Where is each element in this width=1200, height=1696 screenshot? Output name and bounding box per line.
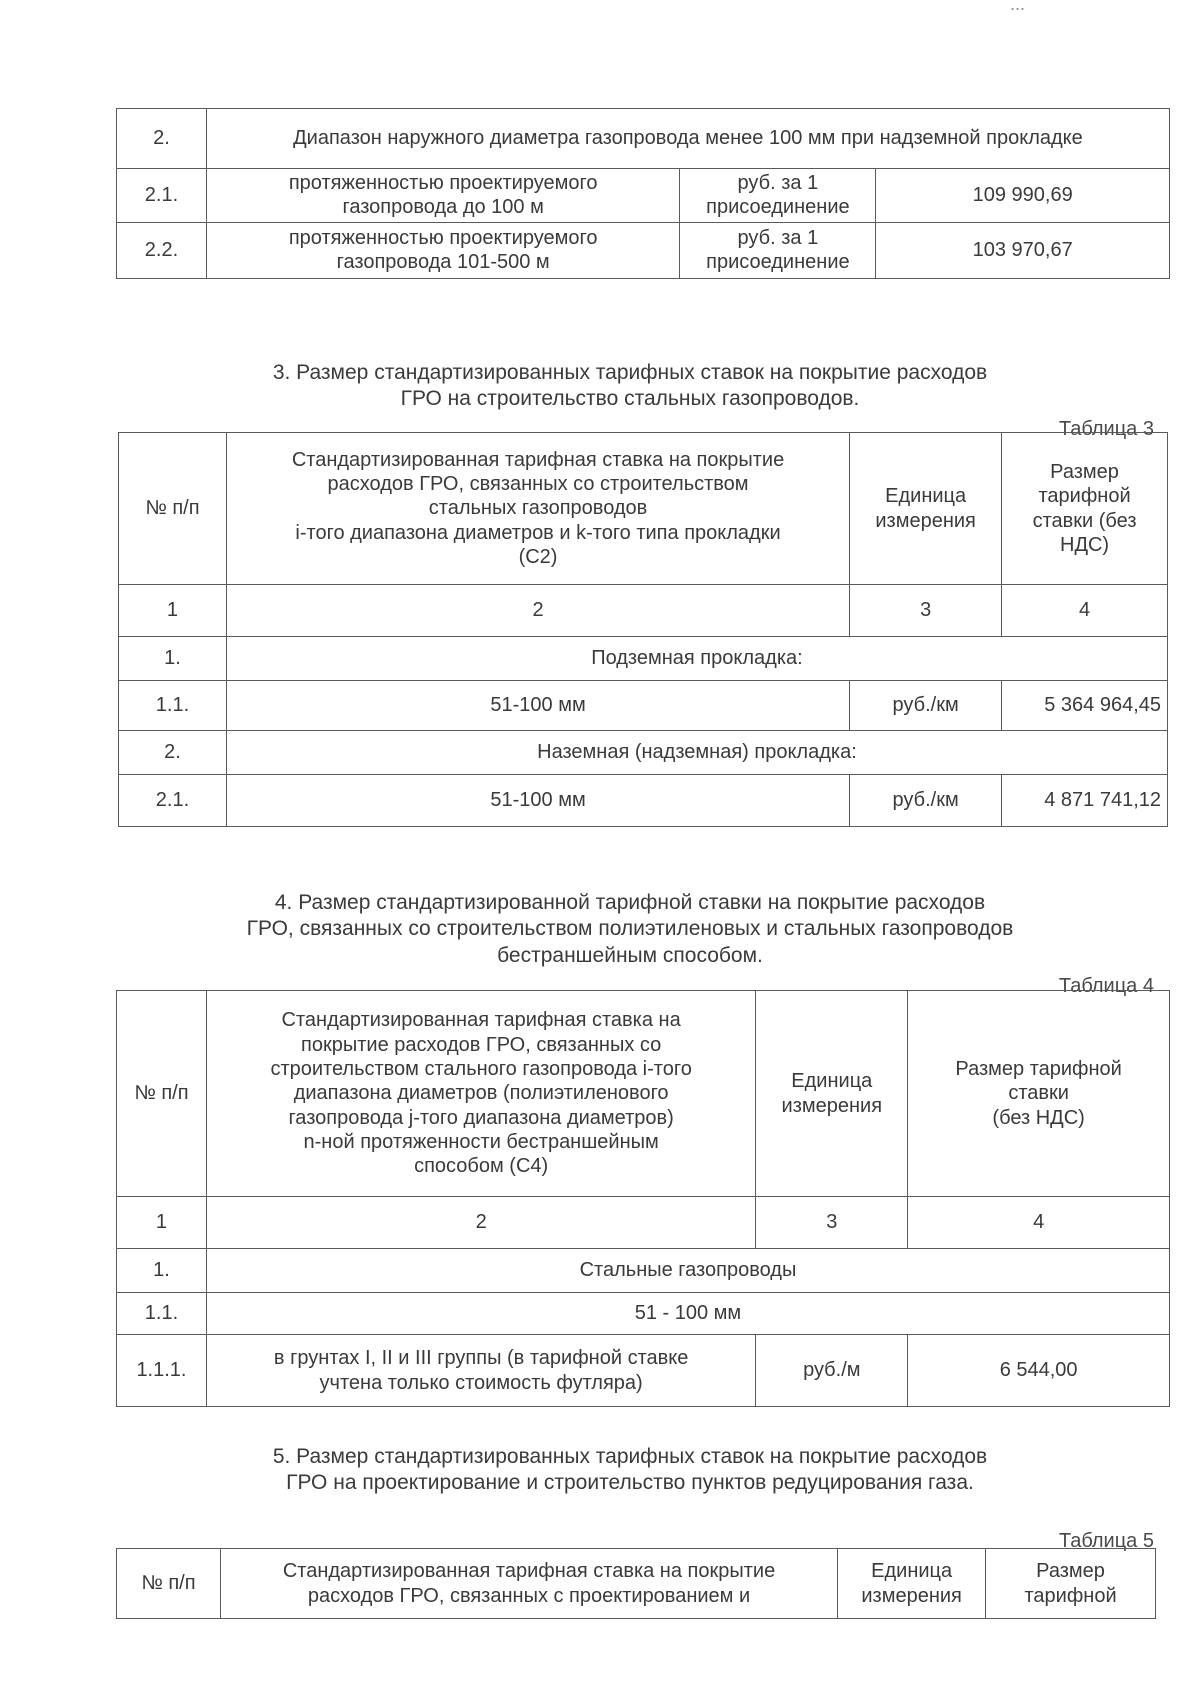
row-description: Диапазон наружного диаметра газопровода менее 100 мм при надземной прокладке [206, 109, 1169, 169]
col-number: 3 [850, 585, 1002, 637]
table-row [119, 731, 1168, 775]
row-number: 1.1. [117, 1293, 207, 1335]
table-header-row [119, 433, 1168, 585]
col-number: 2 [206, 1197, 755, 1249]
table-row [119, 775, 1168, 827]
table-row [117, 222, 1170, 278]
row-unit: руб./км [850, 681, 1002, 731]
table-row [117, 109, 1170, 169]
row-description: 51-100 мм [226, 775, 849, 827]
row-description: 51-100 мм [226, 681, 849, 731]
table-3 [118, 432, 1168, 827]
table-row [117, 169, 1170, 223]
header-description: Стандартизированная тарифная ставка на покрытие расходов ГРО, связанных со строительством стальных газопроводов i-того диапазона диаметров и k-того типа прокладки (С2) [226, 433, 849, 585]
header-num: № п/п [119, 433, 227, 585]
row-number: 2.1. [117, 169, 207, 223]
row-number: 2. [117, 109, 207, 169]
header-value: Размер тарифной ставки (без НДС) [1002, 433, 1168, 585]
row-value: 4 871 741,12 [1002, 775, 1168, 827]
row-description: Стальные газопроводы [206, 1249, 1169, 1293]
page-number-fragment: ... [1010, 0, 1026, 14]
section-5-heading: 5. Размер стандартизированных тарифных ставок на покрытие расходов ГРО на проектирование и строительство пунктов редуцирования газа. [272, 1445, 988, 1495]
row-description: 51 - 100 мм [206, 1293, 1169, 1335]
table-5 [116, 1548, 1156, 1619]
col-number: 2 [226, 585, 849, 637]
table-row [117, 1249, 1170, 1293]
header-value: Размер тарифной ставки (без НДС) [908, 991, 1170, 1197]
header-description: Стандартизированная тарифная ставка на покрытие расходов ГРО, связанных с проектированием и [220, 1549, 837, 1619]
column-number-row [119, 585, 1168, 637]
row-unit: руб. за 1 присоединение [680, 222, 876, 278]
table-3-label: Таблица 3 [1058, 418, 1154, 440]
table-row [117, 1335, 1170, 1407]
table-row [119, 681, 1168, 731]
table-row [119, 637, 1168, 681]
table-4 [116, 990, 1170, 1407]
row-description: протяженностью проектируемого газопровода до 100 м [206, 169, 679, 223]
row-value: 5 364 964,45 [1002, 681, 1168, 731]
row-number: 1. [117, 1249, 207, 1293]
col-number: 4 [908, 1197, 1170, 1249]
row-number: 2.2. [117, 222, 207, 278]
section-4-heading: 4. Размер стандартизированной тарифной ставки на покрытие расходов ГРО, связанных со строительством полиэтиленовых и стальных газопроводов бестраншейным способом. [246, 891, 1014, 967]
column-number-row [117, 1197, 1170, 1249]
row-description: протяженностью проектируемого газопровода 101-500 м [206, 222, 679, 278]
header-unit: Единица измерения [838, 1549, 986, 1619]
header-unit: Единица измерения [850, 433, 1002, 585]
row-number: 2.1. [119, 775, 227, 827]
header-num: № п/п [117, 991, 207, 1197]
header-value: Размер тарифной [986, 1549, 1156, 1619]
row-number: 1. [119, 637, 227, 681]
row-value: 109 990,69 [876, 169, 1170, 223]
col-number: 4 [1002, 585, 1168, 637]
header-num: № п/п [117, 1549, 221, 1619]
col-number: 3 [756, 1197, 908, 1249]
row-number: 1.1.1. [117, 1335, 207, 1407]
row-description: в грунтах I, II и III группы (в тарифной ставке учтена только стоимость футляра) [206, 1335, 755, 1407]
row-number: 1.1. [119, 681, 227, 731]
header-unit: Единица измерения [756, 991, 908, 1197]
table-2-continuation [116, 108, 1170, 279]
table-header-row [117, 991, 1170, 1197]
col-number: 1 [119, 585, 227, 637]
row-value: 6 544,00 [908, 1335, 1170, 1407]
row-description: Подземная прокладка: [226, 637, 1167, 681]
header-description: Стандартизированная тарифная ставка на покрытие расходов ГРО, связанных со строительством стального газопровода i-того диапазона диаметров (полиэтиленового газопровода j-того диапазона диаметров) n-ной протяженности бестраншейным способом (С4) [206, 991, 755, 1197]
row-unit: руб./км [850, 775, 1002, 827]
col-number: 1 [117, 1197, 207, 1249]
row-description: Наземная (надземная) прокладка: [226, 731, 1167, 775]
table-5-label: Таблица 5 [1058, 1530, 1154, 1552]
row-number: 2. [119, 731, 227, 775]
section-3-heading: 3. Размер стандартизированных тарифных ставок на покрытие расходов ГРО на строительство стальных газопроводов. [272, 361, 988, 411]
table-row [117, 1293, 1170, 1335]
row-unit: руб. за 1 присоединение [680, 169, 876, 223]
table-4-label: Таблица 4 [1058, 975, 1154, 997]
table-header-row [117, 1549, 1156, 1619]
row-value: 103 970,67 [876, 222, 1170, 278]
row-unit: руб./м [756, 1335, 908, 1407]
